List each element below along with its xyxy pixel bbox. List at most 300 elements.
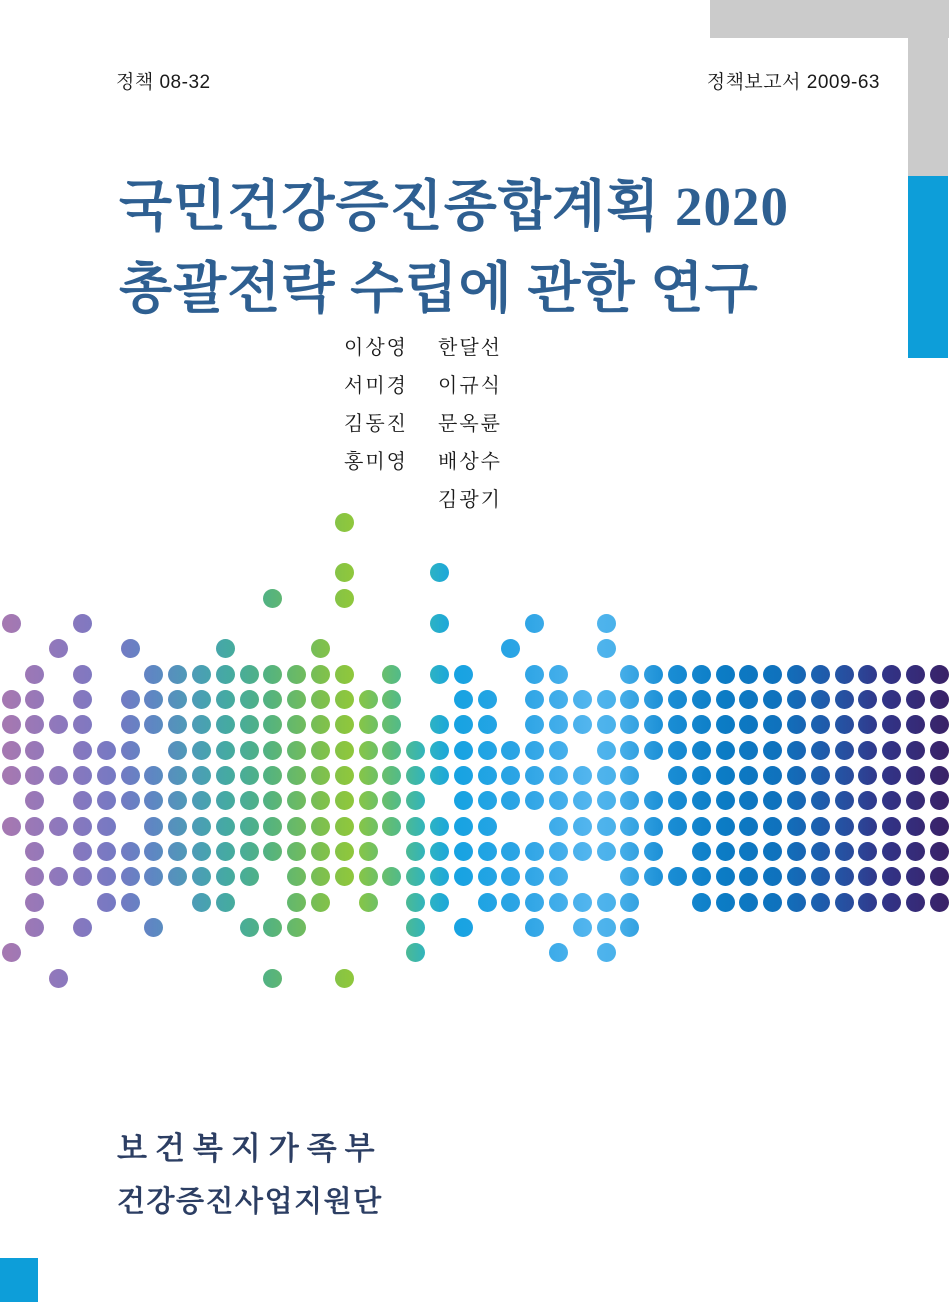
gradient-dot <box>692 791 711 810</box>
gradient-dot <box>858 867 877 886</box>
gradient-dot <box>906 766 925 785</box>
gradient-dot <box>692 690 711 709</box>
gradient-dot <box>525 791 544 810</box>
report-series-number: 정책 08-32 <box>116 72 211 93</box>
gradient-dot <box>121 639 140 658</box>
gradient-dot <box>763 791 782 810</box>
gradient-dot <box>382 791 401 810</box>
gradient-dot <box>121 766 140 785</box>
gradient-dot <box>811 842 830 861</box>
gradient-dot <box>144 690 163 709</box>
gradient-dot <box>430 665 449 684</box>
gradient-dot <box>763 817 782 836</box>
gradient-dot <box>858 842 877 861</box>
gradient-dot <box>73 817 92 836</box>
gradient-dot <box>739 791 758 810</box>
gradient-dot <box>692 893 711 912</box>
gradient-dot <box>192 817 211 836</box>
gradient-dot <box>930 842 949 861</box>
gradient-dot <box>335 817 354 836</box>
gradient-dot <box>573 766 592 785</box>
gradient-dot <box>787 715 806 734</box>
gradient-dot <box>716 791 735 810</box>
gradient-dot <box>240 741 259 760</box>
gradient-dot <box>763 867 782 886</box>
gradient-dot <box>930 791 949 810</box>
gradient-dot <box>620 842 639 861</box>
gradient-dot <box>787 741 806 760</box>
gradient-dot <box>787 791 806 810</box>
gradient-dot <box>311 741 330 760</box>
gradient-dot <box>549 690 568 709</box>
gradient-dot <box>359 817 378 836</box>
report-title-line1: 국민건강증진종합계획 2020 <box>119 176 790 237</box>
gradient-dot <box>382 817 401 836</box>
gradient-dot <box>2 690 21 709</box>
gradient-dot <box>478 690 497 709</box>
gradient-dot <box>263 842 282 861</box>
gradient-dot <box>240 766 259 785</box>
gradient-dot <box>882 842 901 861</box>
gradient-dot <box>287 715 306 734</box>
gradient-dot <box>763 741 782 760</box>
gradient-dot <box>168 690 187 709</box>
gradient-dot <box>763 715 782 734</box>
gradient-dot <box>525 918 544 937</box>
gradient-dot <box>716 690 735 709</box>
gradient-dot <box>668 665 687 684</box>
gradient-dot <box>573 842 592 861</box>
gradient-dot <box>835 690 854 709</box>
gradient-dot <box>597 614 616 633</box>
gradient-dot <box>73 842 92 861</box>
gradient-dot <box>882 791 901 810</box>
gradient-dot <box>501 766 520 785</box>
gradient-dot <box>382 766 401 785</box>
gradient-dot <box>478 741 497 760</box>
gradient-dot <box>787 766 806 785</box>
gradient-dot <box>454 766 473 785</box>
gradient-dot <box>835 867 854 886</box>
gradient-dot <box>430 842 449 861</box>
gradient-dot <box>25 665 44 684</box>
gradient-dot <box>644 665 663 684</box>
gradient-dot <box>406 893 425 912</box>
right-edge-gray-strip <box>908 0 948 176</box>
gradient-dot <box>406 867 425 886</box>
gradient-dot <box>835 766 854 785</box>
agency-name: 건강증진사업지원단 <box>117 1186 383 1218</box>
gradient-dot <box>97 893 116 912</box>
gradient-dot <box>835 715 854 734</box>
gradient-dot <box>335 563 354 582</box>
gradient-dot <box>311 842 330 861</box>
gradient-dot <box>882 817 901 836</box>
gradient-dot <box>263 918 282 937</box>
gradient-dot <box>739 665 758 684</box>
gradient-dot <box>216 867 235 886</box>
gradient-dot <box>168 766 187 785</box>
gradient-dot <box>668 741 687 760</box>
gradient-dot <box>335 715 354 734</box>
gradient-dot <box>787 842 806 861</box>
gradient-dot <box>263 766 282 785</box>
gradient-dot <box>216 817 235 836</box>
gradient-dot <box>168 665 187 684</box>
gradient-dot <box>644 842 663 861</box>
gradient-dot <box>644 791 663 810</box>
gradient-dot <box>739 715 758 734</box>
gradient-dot <box>240 791 259 810</box>
gradient-dot <box>858 741 877 760</box>
gradient-dot <box>454 665 473 684</box>
gradient-dot <box>620 766 639 785</box>
gradient-dot <box>430 817 449 836</box>
gradient-dot <box>549 715 568 734</box>
gradient-dot <box>525 766 544 785</box>
gradient-dot <box>906 715 925 734</box>
gradient-dot <box>454 918 473 937</box>
gradient-dot <box>835 893 854 912</box>
gradient-dot <box>620 817 639 836</box>
gradient-dot <box>359 842 378 861</box>
gradient-dot <box>25 715 44 734</box>
author-name: 서미경 <box>344 375 408 397</box>
gradient-dot <box>287 867 306 886</box>
gradient-dot <box>382 690 401 709</box>
gradient-dot <box>311 867 330 886</box>
gradient-dot <box>240 690 259 709</box>
gradient-dot <box>787 867 806 886</box>
gradient-dot <box>121 715 140 734</box>
gradient-dot <box>406 842 425 861</box>
author-name: 김동진 <box>344 413 408 435</box>
gradient-dot <box>287 690 306 709</box>
gradient-dot <box>240 817 259 836</box>
gradient-dot <box>406 791 425 810</box>
gradient-dot <box>144 918 163 937</box>
author-name: 홍미영 <box>344 451 408 473</box>
gradient-dot <box>763 842 782 861</box>
gradient-dot <box>73 690 92 709</box>
gradient-dot <box>573 715 592 734</box>
gradient-dot <box>2 817 21 836</box>
gradient-dot <box>335 690 354 709</box>
gradient-dot <box>454 791 473 810</box>
gradient-dot <box>692 715 711 734</box>
gradient-dot <box>644 867 663 886</box>
gradient-dot <box>49 639 68 658</box>
gradient-dot <box>2 766 21 785</box>
gradient-dot <box>835 741 854 760</box>
gradient-dot <box>263 817 282 836</box>
gradient-dot <box>716 741 735 760</box>
gradient-dot <box>668 791 687 810</box>
gradient-dot <box>573 690 592 709</box>
gradient-dot <box>549 741 568 760</box>
gradient-dot <box>597 715 616 734</box>
gradient-dot <box>335 867 354 886</box>
gradient-dot <box>359 690 378 709</box>
gradient-dot <box>335 665 354 684</box>
gradient-dot <box>97 817 116 836</box>
gradient-dot <box>668 715 687 734</box>
gradient-dot <box>25 867 44 886</box>
gradient-dot <box>73 715 92 734</box>
gradient-dot <box>882 715 901 734</box>
gradient-dot <box>287 842 306 861</box>
gradient-dot <box>406 918 425 937</box>
gradient-dot <box>858 665 877 684</box>
gradient-dot <box>454 690 473 709</box>
gradient-dot <box>406 741 425 760</box>
gradient-dot <box>287 791 306 810</box>
author-name: 문옥륜 <box>438 413 502 435</box>
gradient-dot <box>49 969 68 988</box>
gradient-dot <box>216 715 235 734</box>
gradient-dot <box>430 715 449 734</box>
gradient-dot <box>930 893 949 912</box>
gradient-dot <box>73 766 92 785</box>
gradient-dot <box>478 893 497 912</box>
gradient-dot <box>906 690 925 709</box>
gradient-dot <box>144 817 163 836</box>
gradient-dot <box>501 867 520 886</box>
gradient-dot <box>144 715 163 734</box>
gradient-dot <box>97 791 116 810</box>
gradient-dot <box>263 665 282 684</box>
gradient-dot <box>311 665 330 684</box>
gradient-dot <box>240 842 259 861</box>
gradient-dot <box>192 867 211 886</box>
gradient-dot <box>597 791 616 810</box>
gradient-dot <box>25 741 44 760</box>
gradient-dot <box>240 918 259 937</box>
gradient-dot <box>359 715 378 734</box>
gradient-dot <box>906 665 925 684</box>
gradient-dot <box>478 817 497 836</box>
gradient-dot <box>882 741 901 760</box>
gradient-dot <box>335 589 354 608</box>
gradient-dot <box>597 639 616 658</box>
gradient-dot <box>620 715 639 734</box>
author-name: 배상수 <box>438 451 502 473</box>
gradient-dot <box>501 893 520 912</box>
gradient-dot <box>858 766 877 785</box>
gradient-dot <box>49 867 68 886</box>
author-name: 김광기 <box>438 489 502 511</box>
gradient-dot <box>620 791 639 810</box>
gradient-dot <box>287 893 306 912</box>
gradient-dot <box>811 817 830 836</box>
gradient-dot <box>930 766 949 785</box>
gradient-dot <box>97 766 116 785</box>
gradient-dot <box>906 867 925 886</box>
gradient-dot <box>287 766 306 785</box>
gradient-dot <box>692 867 711 886</box>
gradient-dot <box>144 665 163 684</box>
author-list-column1 <box>344 334 408 486</box>
gradient-dot <box>335 842 354 861</box>
gradient-dot <box>25 842 44 861</box>
gradient-dot <box>549 893 568 912</box>
gradient-dot <box>454 842 473 861</box>
gradient-dot <box>811 791 830 810</box>
gradient-dot <box>311 715 330 734</box>
gradient-dot <box>168 791 187 810</box>
gradient-dot <box>168 867 187 886</box>
gradient-dot <box>97 867 116 886</box>
gradient-dot <box>835 817 854 836</box>
gradient-dot <box>549 867 568 886</box>
gradient-dot <box>121 842 140 861</box>
gradient-dot <box>597 842 616 861</box>
gradient-dot <box>335 741 354 760</box>
gradient-dot <box>25 766 44 785</box>
author-name: 이규식 <box>438 375 502 397</box>
gradient-dot <box>787 690 806 709</box>
gradient-dot <box>692 665 711 684</box>
gradient-dot <box>930 715 949 734</box>
gradient-dot <box>311 766 330 785</box>
gradient-dot <box>644 690 663 709</box>
gradient-dot <box>287 817 306 836</box>
gradient-dot <box>263 791 282 810</box>
gradient-dot <box>454 817 473 836</box>
gradient-dot <box>406 817 425 836</box>
gradient-dot <box>525 614 544 633</box>
gradient-dot <box>216 893 235 912</box>
gradient-dot <box>525 690 544 709</box>
gradient-dot <box>597 918 616 937</box>
gradient-dot <box>168 842 187 861</box>
gradient-dot <box>573 893 592 912</box>
gradient-dot <box>692 817 711 836</box>
gradient-dot <box>716 867 735 886</box>
gradient-dot <box>763 690 782 709</box>
gradient-dot <box>192 665 211 684</box>
gradient-dot <box>454 715 473 734</box>
gradient-dot <box>763 893 782 912</box>
gradient-dot <box>668 690 687 709</box>
gradient-dot <box>930 867 949 886</box>
gradient-dot <box>906 741 925 760</box>
gradient-dot <box>739 893 758 912</box>
gradient-dot <box>620 867 639 886</box>
gradient-dot <box>692 766 711 785</box>
gradient-dot <box>811 690 830 709</box>
gradient-dot <box>716 817 735 836</box>
gradient-dot <box>216 741 235 760</box>
gradient-dot <box>311 817 330 836</box>
gradient-dot <box>121 791 140 810</box>
ministry-name: 보건복지가족부 <box>117 1131 383 1166</box>
gradient-dot <box>930 741 949 760</box>
gradient-dot <box>263 715 282 734</box>
gradient-dot <box>597 690 616 709</box>
gradient-dot <box>549 943 568 962</box>
gradient-dot <box>525 715 544 734</box>
gradient-dot <box>739 741 758 760</box>
gradient-dot <box>430 893 449 912</box>
gradient-dot <box>525 665 544 684</box>
gradient-dot <box>668 817 687 836</box>
gradient-dot <box>501 842 520 861</box>
gradient-dot <box>882 893 901 912</box>
gradient-dot <box>525 893 544 912</box>
gradient-dot <box>525 842 544 861</box>
gradient-dot <box>549 791 568 810</box>
gradient-dot <box>359 867 378 886</box>
gradient-dot <box>811 766 830 785</box>
gradient-dot <box>739 766 758 785</box>
gradient-dot <box>668 867 687 886</box>
gradient-dot <box>573 918 592 937</box>
gradient-dot <box>739 867 758 886</box>
gradient-dot <box>501 791 520 810</box>
gradient-dot <box>549 817 568 836</box>
gradient-dot <box>25 817 44 836</box>
gradient-dot <box>835 791 854 810</box>
gradient-dot <box>73 867 92 886</box>
gradient-dot <box>501 741 520 760</box>
gradient-dot <box>597 766 616 785</box>
gradient-dot <box>525 741 544 760</box>
gradient-dot <box>620 893 639 912</box>
gradient-dot <box>311 791 330 810</box>
gradient-dot <box>144 867 163 886</box>
gradient-dot <box>644 741 663 760</box>
gradient-dot <box>882 766 901 785</box>
gradient-dot <box>144 842 163 861</box>
gradient-dot <box>716 715 735 734</box>
gradient-dot <box>311 639 330 658</box>
gradient-dot <box>478 715 497 734</box>
gradient-dot <box>144 766 163 785</box>
report-title-line2: 총괄전략 수립에 관한 연구 <box>119 258 759 319</box>
gradient-dot <box>311 690 330 709</box>
gradient-dot <box>335 791 354 810</box>
gradient-dot <box>501 639 520 658</box>
gradient-dot <box>930 817 949 836</box>
gradient-dot <box>2 943 21 962</box>
gradient-dot <box>382 741 401 760</box>
gradient-dot <box>168 741 187 760</box>
gradient-dot <box>25 690 44 709</box>
gradient-dot <box>597 943 616 962</box>
gradient-dot <box>263 690 282 709</box>
gradient-dot <box>478 867 497 886</box>
right-edge-blue-strip <box>908 176 948 358</box>
gradient-dot <box>525 867 544 886</box>
gradient-dot <box>882 867 901 886</box>
gradient-dot <box>359 791 378 810</box>
gradient-dot <box>430 563 449 582</box>
gradient-dot <box>620 918 639 937</box>
gradient-dot <box>882 665 901 684</box>
gradient-dot <box>144 791 163 810</box>
bottom-left-blue-square <box>0 1258 38 1302</box>
gradient-dot <box>2 715 21 734</box>
gradient-dot <box>811 715 830 734</box>
gradient-dot <box>906 842 925 861</box>
gradient-dot <box>644 715 663 734</box>
gradient-dot <box>478 842 497 861</box>
gradient-dot <box>573 817 592 836</box>
gradient-dot <box>716 893 735 912</box>
gradient-dot <box>478 791 497 810</box>
gradient-dot <box>858 715 877 734</box>
